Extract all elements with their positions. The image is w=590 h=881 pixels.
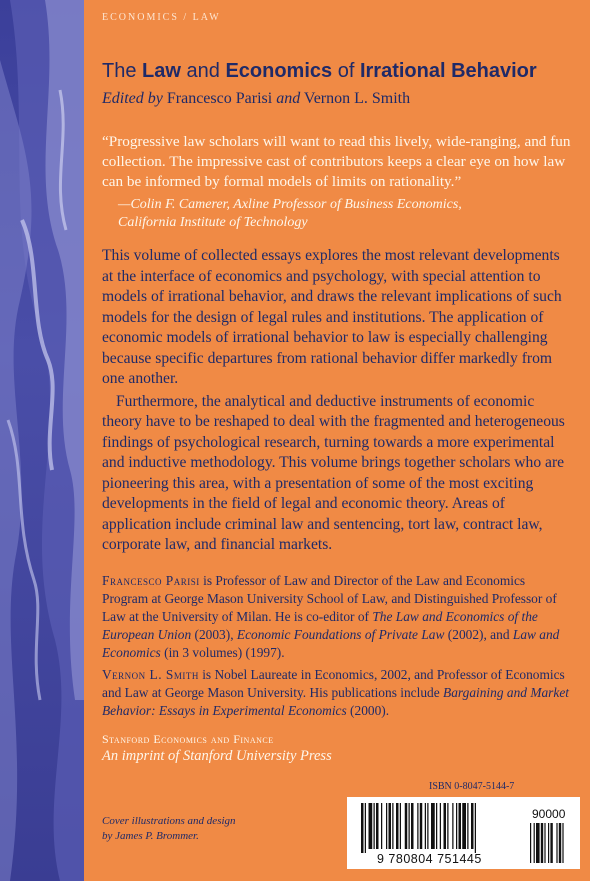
barcode-addon-bar (548, 823, 549, 863)
cover-art-illustration (0, 0, 84, 881)
barcode-bar (467, 803, 468, 849)
editors-line: Edited by Francesco Parisi and Vernon L. Smith (102, 90, 411, 107)
barcode-bar (389, 803, 392, 849)
barcode-bar (396, 803, 399, 849)
barcode-bar (456, 803, 457, 849)
barcode (347, 797, 580, 869)
description-paragraph-2: Furthermore, the analytical and deductive instruments of economic theory have to be reshaped to deal with the fragmented and heterogeneous findings of psychological research, turning towards a more experimental and inductive methodology. This volume brings together scholars who are pioneering this area, with a presentation of some of the most exciting developments in the field of legal and economic theory. Areas of application include criminal law and sentencing, tort law, contract law, corporate law, and financial markets. (102, 392, 565, 553)
bio-parisi: Francesco Parisi is Professor of Law and Director of the Law and Economics Program at George Mason University School of Law, and Distinguished Professor of Law at the University of Milan. He is co-editor of The Law and Economics of the European Union (2003), Economic Foundations of Private Law (2002), and Law and Economics (in 3 volumes) (1997). (102, 573, 560, 660)
description-paragraph-1: This volume of collected essays explores the most relevant developments at the interface of economics and psychology, with special attention to models of irrational behavior, and draws the relevant implications of such models for the design of legal rules and institutions. The application of economic models of irrational behavior to law is especially challenging because specific departures from rational behavior differ markedly from one another. (102, 247, 562, 387)
barcode-bar (381, 803, 382, 849)
barcode-bar (459, 803, 462, 849)
barcode-bar (444, 803, 447, 849)
barcode-bar (420, 803, 423, 849)
barcode-addon-bar (556, 823, 557, 863)
cover-credit: Cover illustrations and design by James P. Brommer. (102, 815, 236, 842)
barcode-bar (436, 803, 437, 849)
description (102, 246, 572, 556)
barcode-bar (374, 803, 375, 849)
bio-smith: Vernon L. Smith is Nobel Laureate in Economics, 2002, and Professor of Economics and Law at George Mason University. His publications include Bargaining and Market Behavior: Essays in Experimental Economics (2000). (102, 667, 569, 718)
barcode-addon-bar (550, 823, 552, 863)
barcode-addon-bar (544, 823, 545, 863)
barcode-bar (452, 803, 453, 849)
barcode-bar (462, 803, 466, 849)
barcode-bar (447, 803, 448, 849)
book-title: The Law and Economics of Irrational Behavior (102, 60, 537, 82)
price-code: 90000 (532, 807, 566, 821)
barcode-number: 9 780804 751445 (377, 852, 482, 866)
barcode-bar (431, 803, 435, 849)
barcode-bar (411, 803, 414, 849)
barcode-bar (392, 803, 393, 849)
barcode-addon-bar (541, 823, 543, 863)
barcode-bar (440, 803, 441, 849)
publisher-imprint: Stanford Economics and Finance (102, 732, 274, 746)
isbn: ISBN 0-8047-5144-7 (429, 781, 515, 792)
barcode-bar (409, 803, 410, 849)
barcode-bar (427, 803, 428, 849)
publisher-line: An imprint of Stanford University Press (102, 748, 332, 764)
barcode-addon-bar (559, 823, 561, 863)
barcode-addon-bar (536, 823, 540, 863)
barcode-bar (471, 803, 474, 849)
endorsement-quote: “Progressive law scholars will want to read this lively, wide-ranging, and fun collection. The impressive cast of contributors keeps a clear eye on how law can be informed by formal models of limits on rationality.” (102, 133, 571, 190)
quote-attribution: —Colin F. Camerer, Axline Professor of Business Economics, California Institute of Technology (118, 197, 462, 230)
barcode-bar (376, 803, 379, 849)
barcode-bar (405, 803, 408, 849)
barcode-bar (369, 803, 373, 849)
category-label: ECONOMICS / LAW (102, 12, 221, 23)
barcode-bar (386, 803, 387, 849)
barcode-addon-bar (534, 823, 535, 863)
barcode-bar (475, 803, 476, 853)
barcode-bar (361, 803, 364, 853)
barcode-bar (425, 803, 426, 849)
barcode-bar (365, 803, 366, 853)
barcode-addon-bar (530, 823, 531, 863)
barcode-bar (400, 803, 401, 849)
barcode-bar (417, 803, 418, 849)
barcode-addon-bar (562, 823, 563, 863)
cover-art-strip (0, 0, 84, 881)
